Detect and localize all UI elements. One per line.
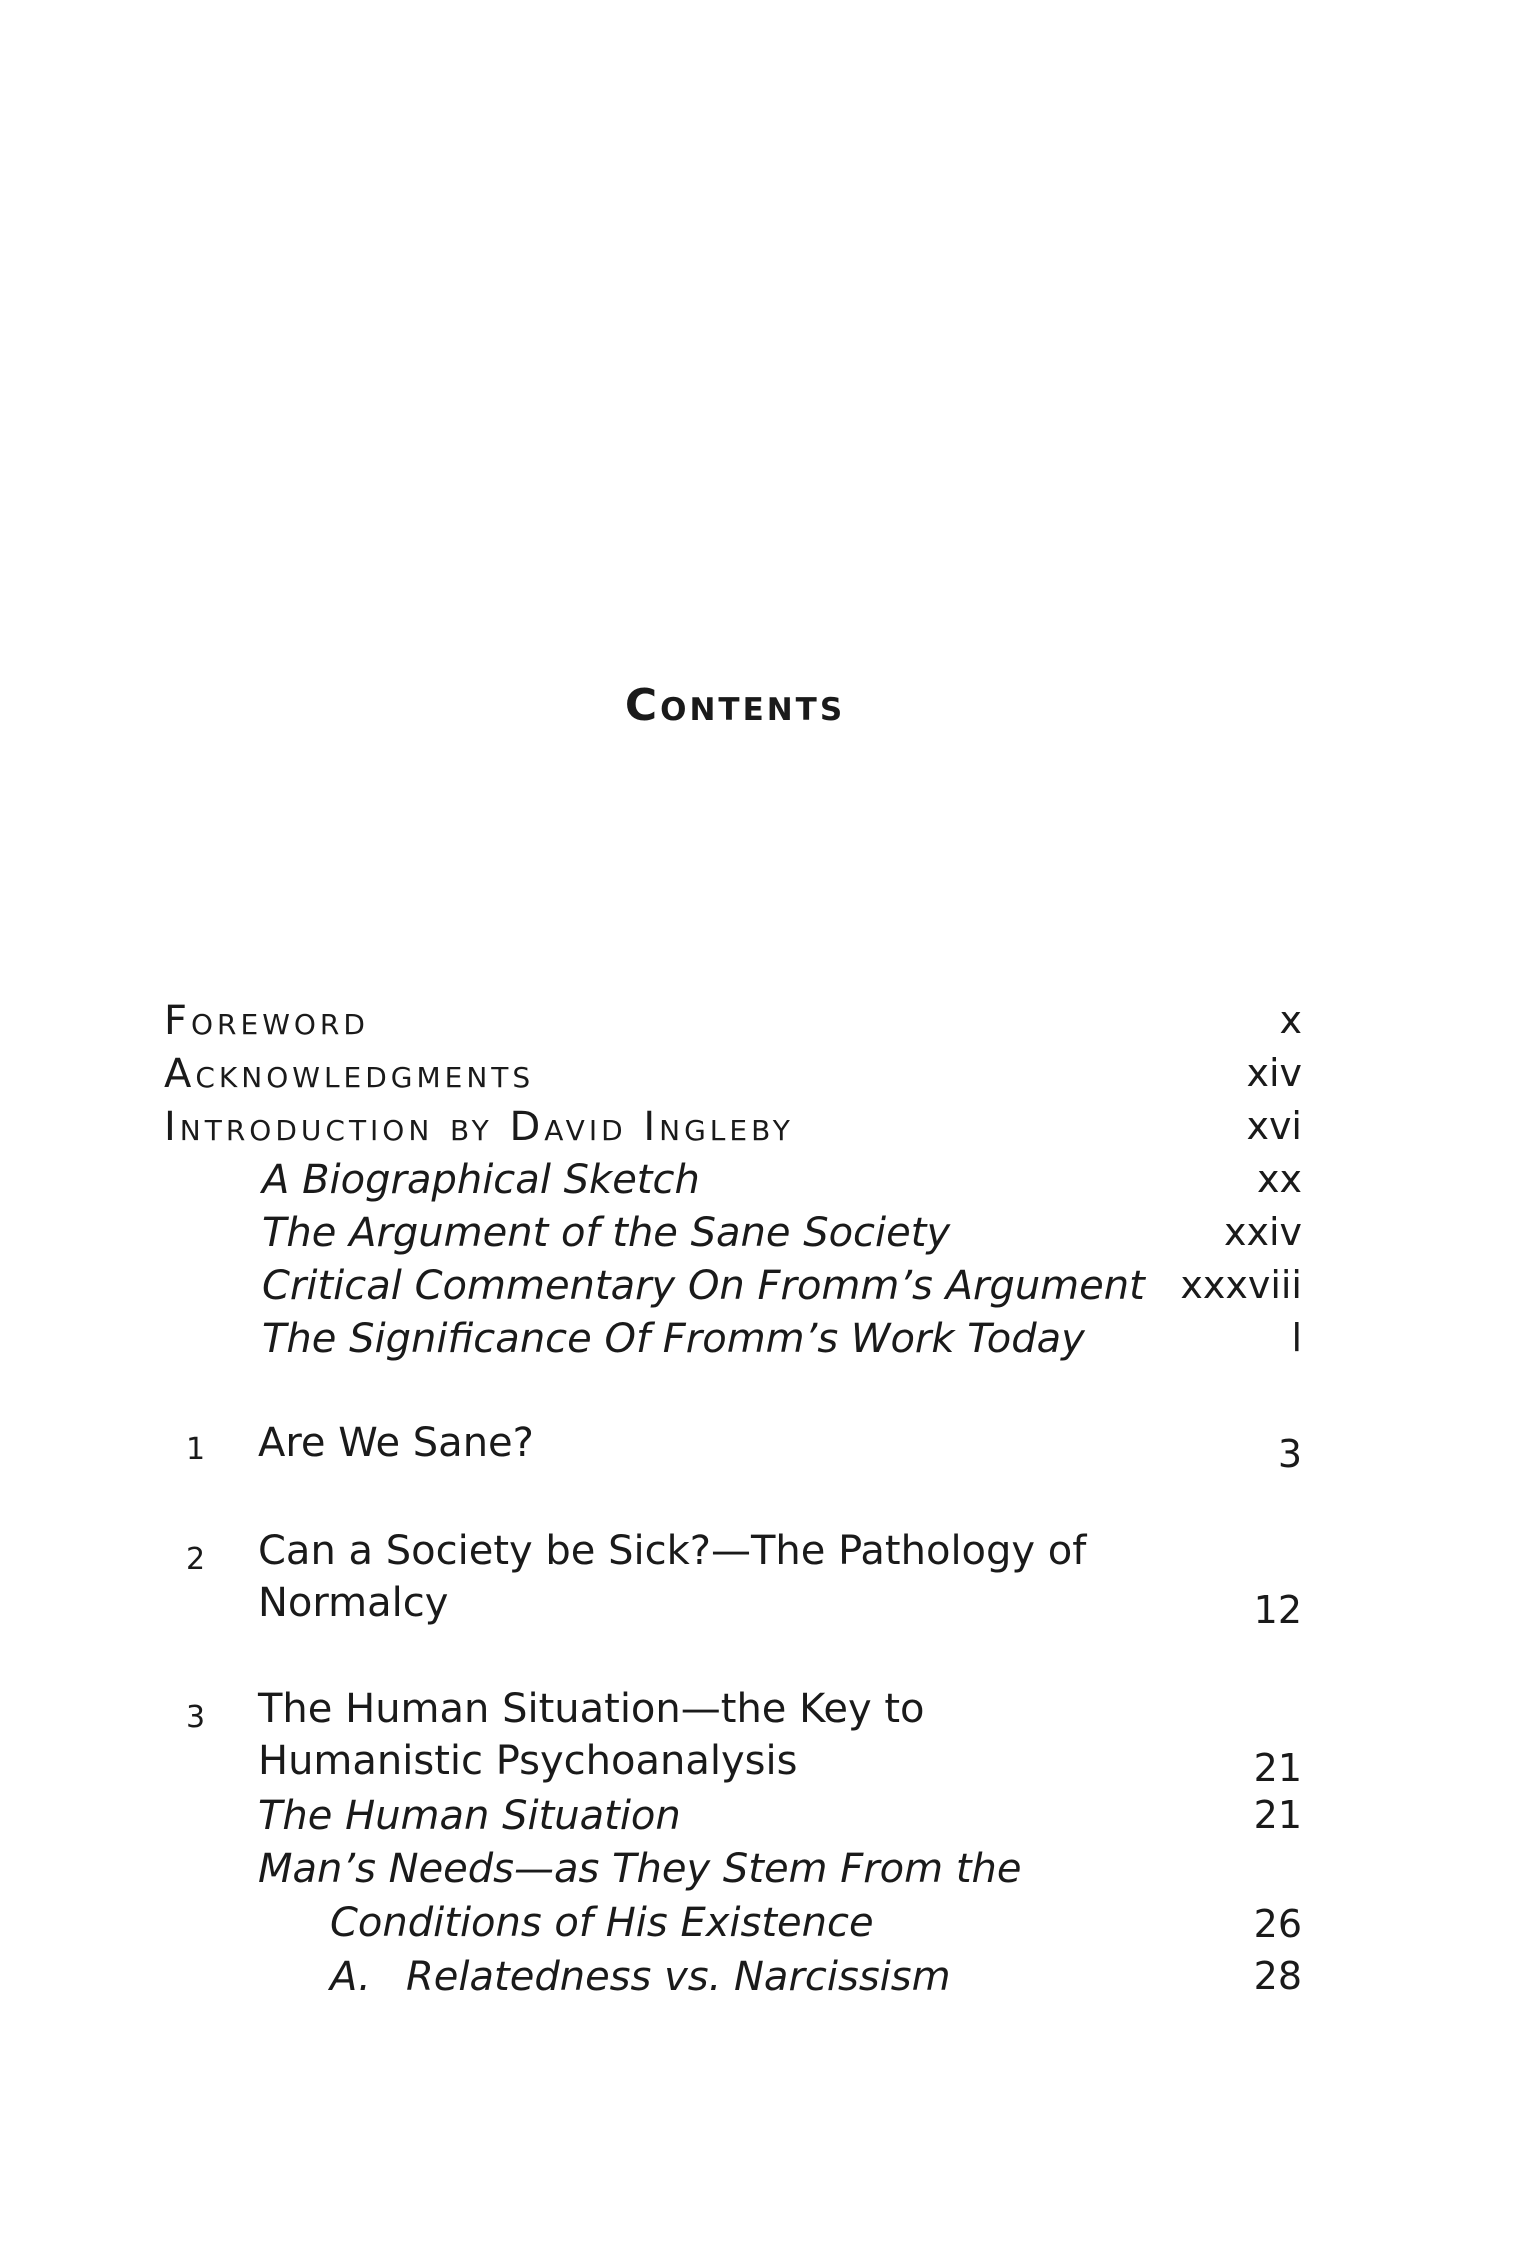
toc-subentry-critical-commentary[interactable] xyxy=(0,1263,1536,1319)
toc-entry-letter: A. xyxy=(330,1954,371,2000)
toc-entry-page: 12 xyxy=(1253,1588,1302,1632)
toc-subentry-significance[interactable] xyxy=(0,1316,1536,1372)
toc-entry-title: Are We Sane? xyxy=(258,1420,534,1466)
toc-subentry-relatedness[interactable] xyxy=(0,1954,1536,2010)
toc-entry-introduction[interactable] xyxy=(0,1104,1536,1160)
toc-entry-title: Introduction by David Ingleby xyxy=(164,1104,794,1150)
toc-entry-title: The Argument of the Sane Society xyxy=(262,1210,951,1256)
chapter-number: 3 xyxy=(186,1700,206,1735)
toc-entry-title-line1: Man’s Needs—as They Stem From the xyxy=(258,1846,1022,1892)
toc-chapter-2[interactable] xyxy=(0,1528,1536,1636)
toc-entry-title-line2: Humanistic Psychoanalysis xyxy=(258,1738,798,1784)
toc-entry-page: 26 xyxy=(1253,1902,1302,1946)
toc-entry-title: Relatedness vs. Narcissism xyxy=(406,1954,951,2000)
toc-entry-title: Foreword xyxy=(164,998,369,1044)
toc-entry-title-line1: The Human Situation—the Key to xyxy=(258,1686,925,1732)
toc-entry-page: 21 xyxy=(1253,1746,1302,1790)
toc-entry-page: 3 xyxy=(1277,1432,1302,1476)
chapter-number: 2 xyxy=(186,1542,206,1577)
toc-entry-page: xxiv xyxy=(1223,1210,1302,1254)
toc-entry-acknowledgments[interactable] xyxy=(0,1051,1536,1107)
toc-entry-page: xiv xyxy=(1246,1051,1302,1095)
toc-entry-title: The Significance Of Fromm’s Work Today xyxy=(262,1316,1085,1362)
toc-entry-page: 28 xyxy=(1253,1954,1302,1998)
toc-chapter-3[interactable] xyxy=(0,1686,1536,1794)
toc-entry-title-line2: Normalcy xyxy=(258,1580,449,1626)
toc-subentry-biographical-sketch[interactable] xyxy=(0,1157,1536,1213)
toc-entry-page: xxxviii xyxy=(1180,1263,1302,1307)
toc-entry-page: xx xyxy=(1257,1157,1302,1201)
toc-entry-title-line1: Can a Society be Sick?—The Pathology of xyxy=(258,1528,1087,1574)
chapter-number: 1 xyxy=(186,1432,206,1467)
toc-entry-page: x xyxy=(1279,998,1302,1042)
toc-entry-title: A Biographical Sketch xyxy=(262,1157,700,1203)
toc-entry-page: l xyxy=(1291,1316,1302,1360)
toc-entry-page: 21 xyxy=(1253,1793,1302,1837)
toc-subentry-mans-needs[interactable] xyxy=(0,1846,1536,1954)
toc-chapter-1[interactable] xyxy=(0,1420,1536,1476)
toc-entry-title: Critical Commentary On Fromm’s Argument xyxy=(262,1263,1145,1309)
toc-subentry-argument[interactable] xyxy=(0,1210,1536,1266)
contents-heading: Contents xyxy=(624,680,846,731)
toc-subentry-human-situation[interactable] xyxy=(0,1793,1536,1849)
toc-entry-title-line2: Conditions of His Existence xyxy=(330,1900,874,1946)
toc-entry-title: Acknowledgments xyxy=(164,1051,535,1097)
toc-entry-foreword[interactable] xyxy=(0,998,1536,1054)
toc-entry-page: xvi xyxy=(1246,1104,1302,1148)
toc-entry-title: The Human Situation xyxy=(258,1793,681,1839)
